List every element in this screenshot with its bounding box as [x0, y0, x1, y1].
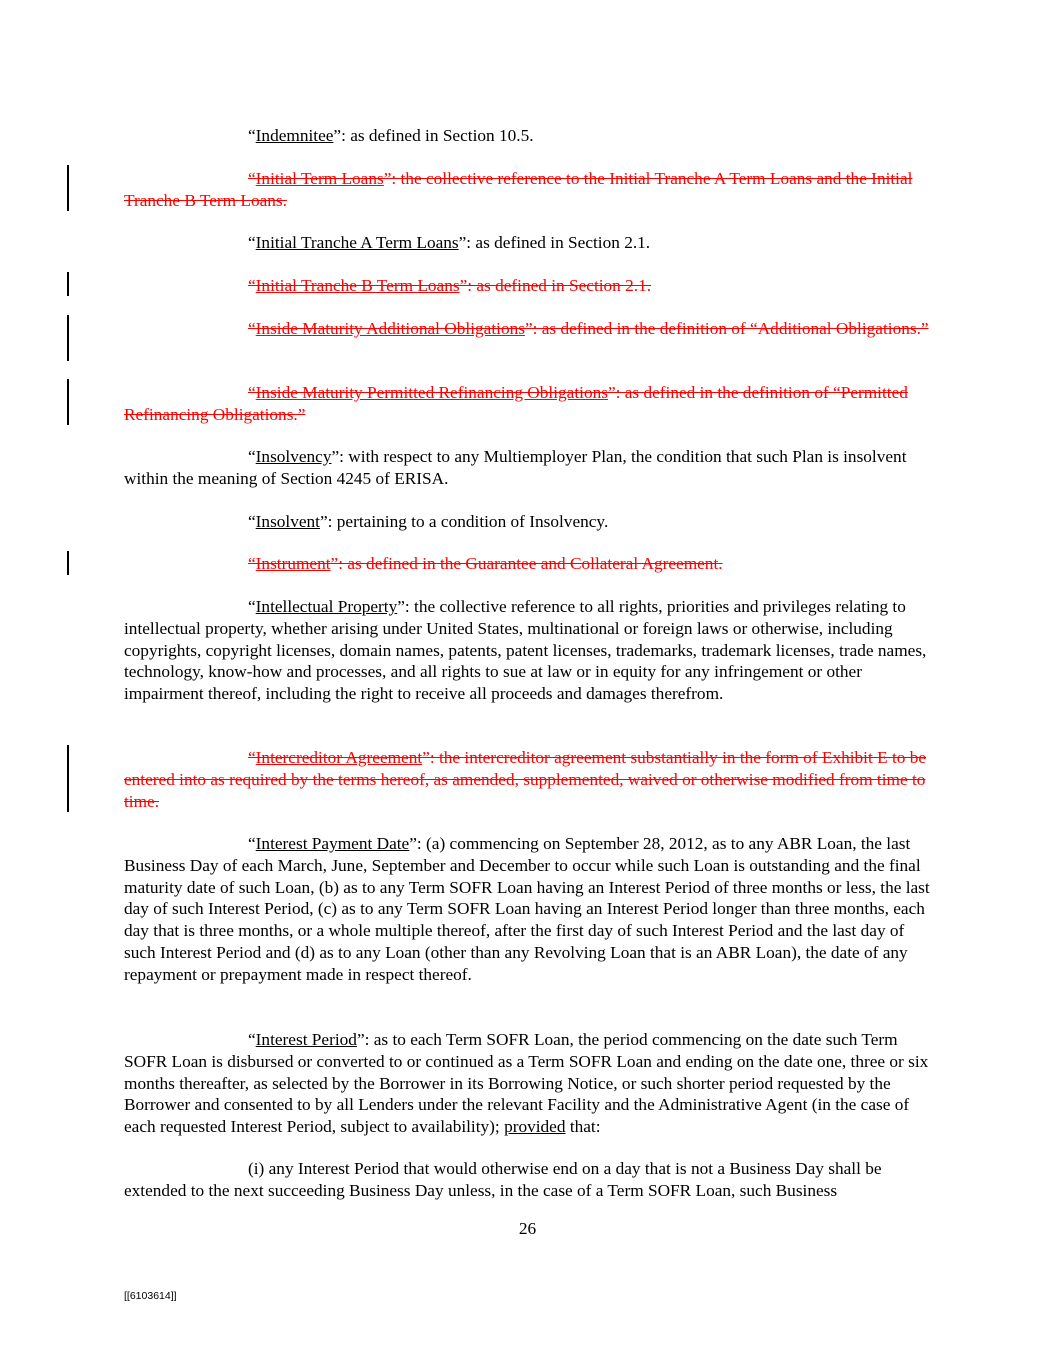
open-quote: “: [248, 233, 256, 252]
change-bar: [67, 379, 69, 425]
defined-term: Insolvent: [255, 512, 320, 531]
definition-initial-term-loans: [124, 168, 936, 212]
defined-term: Interest Period: [255, 1030, 357, 1049]
open-quote: “: [248, 554, 256, 573]
defined-term: Indemnitee: [255, 126, 334, 145]
open-quote: “: [248, 169, 256, 188]
open-quote: “: [248, 512, 256, 531]
definition-intellectual-property: [124, 596, 936, 705]
open-quote: “: [248, 276, 256, 295]
definition-text: ”: the intercreditor agreement substantially in the form of Exhibit E to be entered into as required by the terms hereof, as amended, supplemented, waived or otherwise modified from time to time.: [124, 748, 927, 811]
open-quote: “: [248, 748, 256, 767]
defined-term: Inside Maturity Additional Obligations: [255, 319, 525, 338]
page-number: 26: [518, 1219, 537, 1238]
defined-term: Initial Tranche B Term Loans: [255, 276, 460, 295]
definition-text: ”: as defined in Section 10.5.: [333, 126, 534, 145]
open-quote: “: [248, 383, 256, 402]
change-bar: [67, 165, 69, 211]
open-quote: “: [248, 834, 256, 853]
definition-inside-maturity-additional-obligations: [124, 318, 936, 340]
definition-indemnitee: [124, 125, 936, 147]
definition-insolvent: [124, 511, 936, 533]
open-quote: “: [248, 319, 256, 338]
definition-intercreditor-agreement: [124, 747, 936, 812]
definition-tail: that:: [565, 1117, 601, 1137]
defined-term: Intercreditor Agreement: [255, 748, 423, 767]
change-bar: [67, 745, 69, 812]
definition-interest-payment-date: [124, 833, 936, 986]
change-bar: [67, 272, 69, 296]
definition-instrument: [124, 553, 936, 575]
open-quote: “: [248, 1030, 256, 1049]
definition-text: ”: as defined in the definition of “Additional Obligations.”: [524, 319, 929, 338]
definition-text: ”: as defined in the Guarantee and Collateral Agreement.: [330, 554, 723, 573]
definition-initial-tranche-b-term-loans: [124, 275, 936, 297]
open-quote: “: [248, 597, 256, 616]
defined-term: Interest Payment Date: [255, 834, 410, 853]
open-quote: “: [248, 447, 256, 466]
definition-insolvency: [124, 446, 936, 490]
clause-text: (i) any Interest Period that would otherwise end on a day that is not a Business Day shall be extended to the next succeeding Business Day unless, in the case of a Term SOFR Loan, such Business: [124, 1159, 882, 1200]
defined-term: Inside Maturity Permitted Refinancing Obligations: [255, 383, 608, 402]
defined-term: Instrument: [255, 554, 331, 573]
provided-term: provided: [504, 1117, 566, 1137]
defined-term: Intellectual Property: [255, 597, 398, 616]
definition-text: ”: with respect to any Multiemployer Plan, the condition that such Plan is insolvent within the meaning of Section 4245 of ERISA.: [124, 447, 907, 488]
definition-text: ”: the collective reference to all rights, priorities and privileges relating to intellectual property, whether arising under United States, multinational or foreign laws or otherwise, including copyrights, copyright licenses, domain names, patents, patent licenses, trademarks, trademark licenses, trade names, technology, know-how and processes, and all rights to sue at law or in equity for any infringement or other impairment thereof, including the right to receive all proceeds and damages therefrom.: [124, 597, 927, 704]
definition-text: ”: as defined in Section 2.1.: [459, 276, 652, 295]
definition-inside-maturity-permitted-refinancing-obligations: [124, 382, 936, 426]
defined-term: Initial Term Loans: [255, 169, 384, 188]
definition-text: ”: (a) commencing on September 28, 2012, as to any ABR Loan, the last Business Day of each March, June, September and December to occur while such Loan is outstanding and the final maturity date of such Loan, (b) as to any Term SOFR Loan having an Interest Period of three months or less, the last day of such Interest Period, (c) as to any Term SOFR Loan having an Interest Period longer than three months, each day that is three months, or a whole multiple thereof, after the first day of such Interest Period and the last day of such Interest Period and (d) as to any Loan (other than any Revolving Loan that is an ABR Loan), the date of any repayment or prepayment made in respect thereof.: [124, 834, 930, 984]
defined-term: Insolvency: [255, 447, 332, 466]
definition-text: ”: as defined in Section 2.1.: [458, 233, 651, 252]
definition-text: ”: the collective reference to the Initial Tranche A Term Loans and the Initial Tranche B Term Loans.: [124, 169, 913, 210]
defined-term: Initial Tranche A Term Loans: [255, 233, 459, 252]
document-id: [[6103614]]: [124, 1290, 177, 1302]
open-quote: “: [248, 126, 256, 145]
definition-text: ”: pertaining to a condition of Insolvency.: [320, 512, 609, 531]
definition-text: ”: as defined in the definition of “Permitted Refinancing Obligations.”: [124, 383, 908, 424]
definition-initial-tranche-a-term-loans: [124, 232, 936, 254]
change-bar: [67, 551, 69, 575]
definition-interest-period: [124, 1029, 936, 1138]
definition-text: ”: as to each Term SOFR Loan, the period commencing on the date such Term SOFR Loan is disbursed or converted to or continued as a Term SOFR Loan and ending on the date one, three or six months thereafter, as selected by the Borrower in its Borrowing Notice, or such shorter period requested by the Borrower and consented to by all Lenders under the relevant Facility and the Administrative Agent (in the case of each requested Interest Period, subject to availability);: [124, 1030, 929, 1137]
change-bar: [67, 315, 69, 361]
clause-i: [124, 1158, 936, 1202]
